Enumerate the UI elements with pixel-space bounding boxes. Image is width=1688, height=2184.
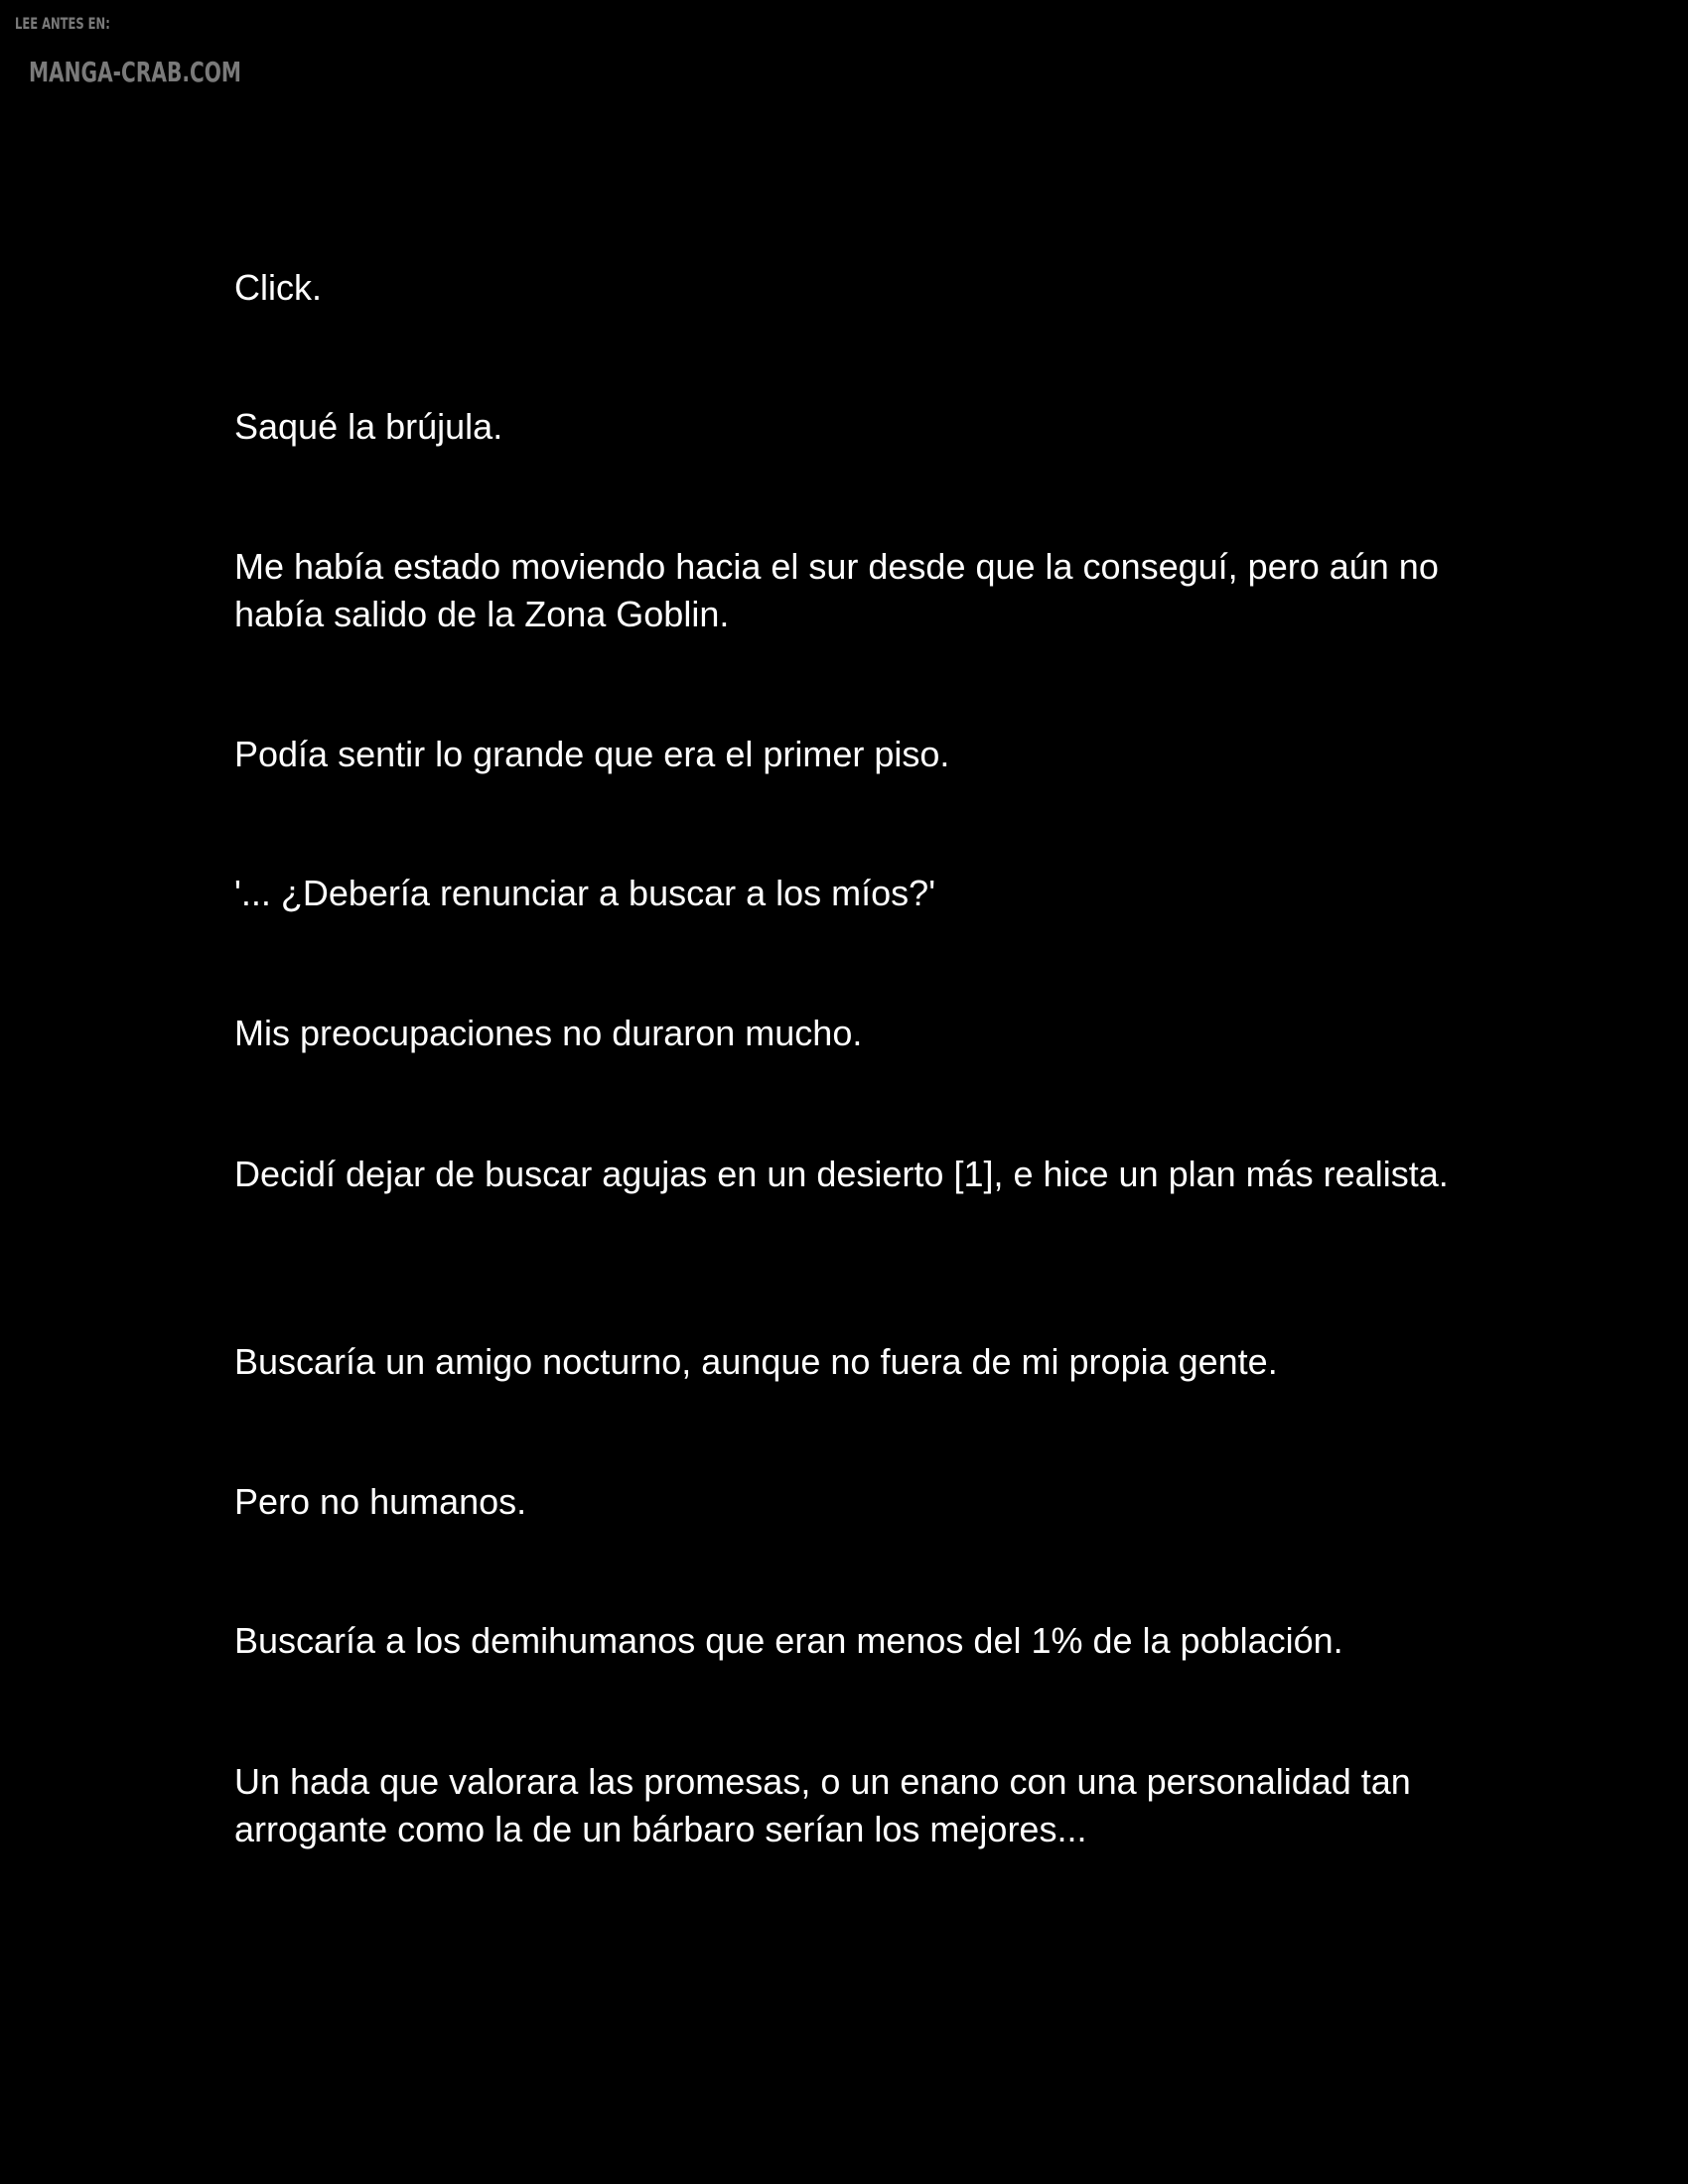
paragraph-7: Decidí dejar de buscar agujas en un desierto [1], e hice un plan más realista. xyxy=(234,1154,1449,1194)
paragraph-2: Saqué la brújula. xyxy=(234,406,503,447)
paragraph-5: '... ¿Debería renunciar a buscar a los míos?' xyxy=(234,873,936,913)
paragraph-11: Un hada que valorara las promesas, o un enano con una personalidad tan arrogante como la de un bárbaro serían los mejores... xyxy=(234,1761,1411,1849)
watermark xyxy=(0,0,298,109)
watermark-site-name: MANGA-CRAB.COM xyxy=(29,56,241,88)
paragraph-9: Pero no humanos. xyxy=(234,1481,527,1522)
paragraph-3: Me había estado moviendo hacia el sur desde que la conseguí, pero aún no había salido de la Zona Goblin. xyxy=(234,546,1439,634)
paragraph-4: Podía sentir lo grande que era el primer piso. xyxy=(234,734,950,774)
paragraph-1: Click. xyxy=(234,267,322,308)
paragraph-10: Buscaría a los demihumanos que eran menos del 1% de la población. xyxy=(234,1620,1343,1661)
watermark-read-first-label: LEE ANTES EN: xyxy=(15,14,110,33)
paragraph-8: Buscaría un amigo nocturno, aunque no fuera de mi propia gente. xyxy=(234,1341,1278,1382)
paragraph-6: Mis preocupaciones no duraron mucho. xyxy=(234,1013,863,1053)
